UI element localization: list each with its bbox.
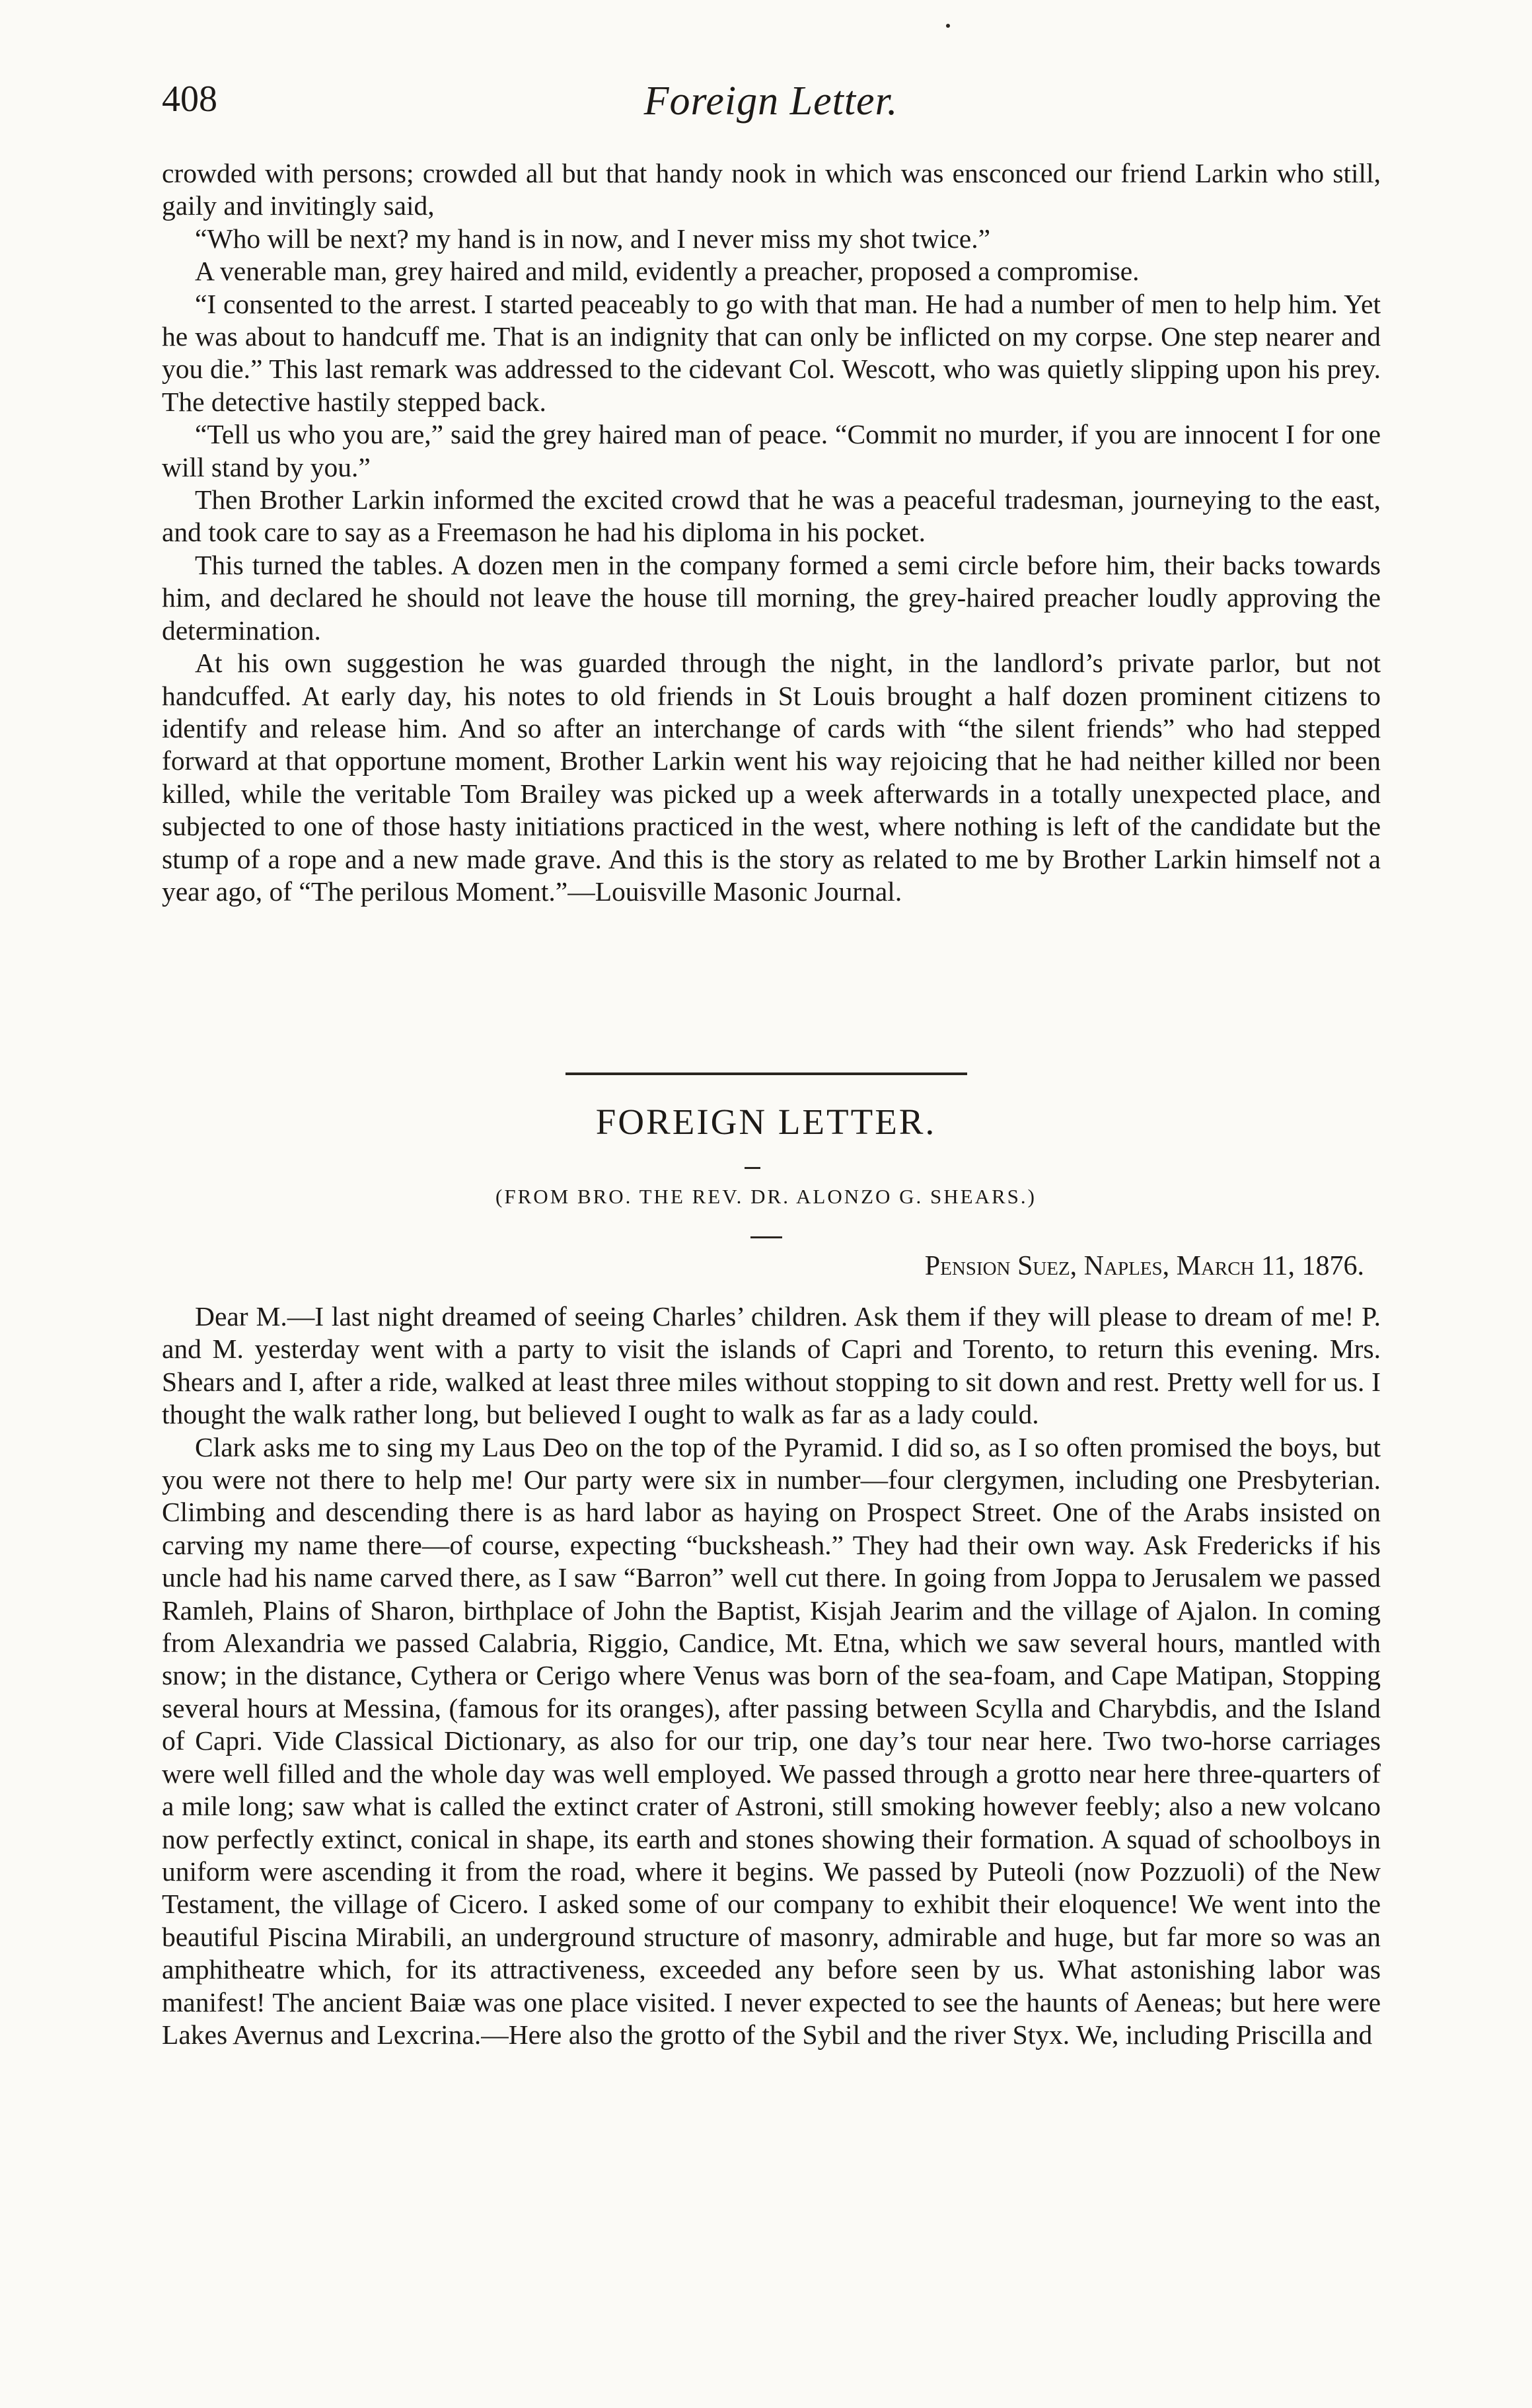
byline-rule [750, 1236, 782, 1238]
title-dash [745, 1167, 760, 1169]
story-paragraph: crowded with persons; crowded all but that handy nook in which was ensconced our friend Larkin who still, gaily and invitingly said, [162, 158, 1381, 221]
print-speck [946, 24, 950, 28]
page-header [162, 78, 1380, 131]
story-paragraph: “Who will be next? my hand is in now, and I never miss my shot twice.” [195, 223, 991, 254]
article-body [162, 1300, 1381, 2051]
story-paragraph: At his own suggestion he was guarded through the night, in the landlord’s private parlor, but not handcuffed. At early day, his notes to old friends in St Louis brought a half dozen prominent citizens to identify and release him. And so after an interchange of cards with “the silent friends” who had stepped forward at that opportune moment, Brother Larkin went his way rejoicing that he had neither killed nor been killed, while the veritable Tom Brailey was picked up a week afterwards in a totally unexpected place, and subjected to one of those hasty initiations practiced in the west, where nothing is left of the candidate but the stump of a rope and a new made grave. And this is the story as related to me by Brother Larkin himself not a year ago, of “The perilous Moment.”—Louisville Masonic Journal. [162, 648, 1381, 907]
section-divider [565, 1072, 967, 1075]
story-paragraph: “Tell us who you are,” said the grey haired man of peace. “Commit no murder, if you are innocent I for one will stand by you.” [162, 419, 1381, 482]
story-continuation [162, 157, 1381, 908]
article-title: FOREIGN LETTER. [595, 1102, 937, 1142]
story-paragraph: “I consented to the arrest. I started peaceably to go with that man. He had a number of men to help him. Yet he was about to handcuff me. That is an indignity that can only be inflicted on my corpse. One step nearer and you die.” This last remark was addressed to the cidevant Col. Wescott, who was quietly slipping upon his prey. The detective hastily stepped back. [162, 288, 1381, 417]
story-paragraph: This turned the tables. A dozen men in the company formed a semi circle before him, their backs towards him, and declared he should not leave the house till morning, the grey-haired preacher loudly approving the determination. [162, 549, 1381, 646]
article-paragraph: Clark asks me to sing my Laus Deo on the top of the Pyramid. I did so, as I so often promised the boys, but you were not there to help me! Our party were six in number—four clergymen, including one Presbyterian. Climbing and descending there is as hard labor as haying on Prospect Street. One of the Arabs insisted on carving my name there—of course, expecting “bucksheash.” They had their own way. Ask Fredericks if his uncle had his name carved there, as I saw “Barron” well cut there. In going from Joppa to Jerusalem we passed Ramleh, Plains of Sharon, birthplace of John the Baptist, Kisjah Jearim and the village of Ajalon. In coming from Alexandria we passed Calabria, Riggio, Candice, Mt. Etna, which we saw several hours, mantled with snow; in the distance, Cythera or Cerigo where Venus was born of the sea-foam, and Cape Matipan, Stopping several hours at Messina, (famous for its oranges), after passing between Scylla and Charybdis, and the Island of Capri. Vide Classical Dictionary, as also for our trip, one day’s tour near here. Two two-horse carriages were well filled and the whole day was well employed. We passed through a grotto near here three-quarters of a mile long; saw what is called the extinct crater of Astroni, still smoking however feebly; also a new volcano now perfectly extinct, conical in shape, its earth and stones showing their formation. A squad of schoolboys in uniform were ascending it from the road, where it begins. We passed by Puteoli (now Pozzuoli) of the New Testament, the village of Cicero. I asked some of our company to exhibit their eloquence! We went into the beautiful Piscina Mirabili, an underground structure of masonry, admirable and huge, but far more so was an amphitheatre which, for its attractiveness, exceeded any before seen by us. What astonishing labor was manifest! The ancient Baiæ was one place visited. I never expected to see the haunts of Aeneas; but here were Lakes Avernus and Lexcrina.—Here also the grotto of the Sybil and the river Styx. We, including Priscilla and [162, 1431, 1381, 2050]
page-number: 408 [162, 79, 217, 120]
dateline: Pension Suez, Naples, March 11, 1876. [924, 1251, 1364, 1281]
article-paragraph: Dear M.—I last night dreamed of seeing Charles’ children. Ask them if they will please to dream of me! P. and M. yesterday went with a party to visit the islands of Capri and Torento, to return this evening. Mrs. Shears and I, after a ride, walked at least three miles without stopping to sit down and rest. Pretty well for us. I thought the walk rather long, but believed I ought to walk as far as a lady could. [162, 1301, 1381, 1430]
story-paragraph: Then Brother Larkin informed the excited crowd that he was a peaceful tradesman, journeying to the east, and took care to say as a Freemason he had his diploma in his pocket. [162, 484, 1381, 548]
article-byline: (FROM BRO. THE REV. DR. ALONZO G. SHEARS.) [495, 1185, 1037, 1208]
running-title: Foreign Letter. [643, 79, 898, 124]
story-paragraph: A venerable man, grey haired and mild, evidently a preacher, proposed a compromise. [195, 256, 1140, 287]
